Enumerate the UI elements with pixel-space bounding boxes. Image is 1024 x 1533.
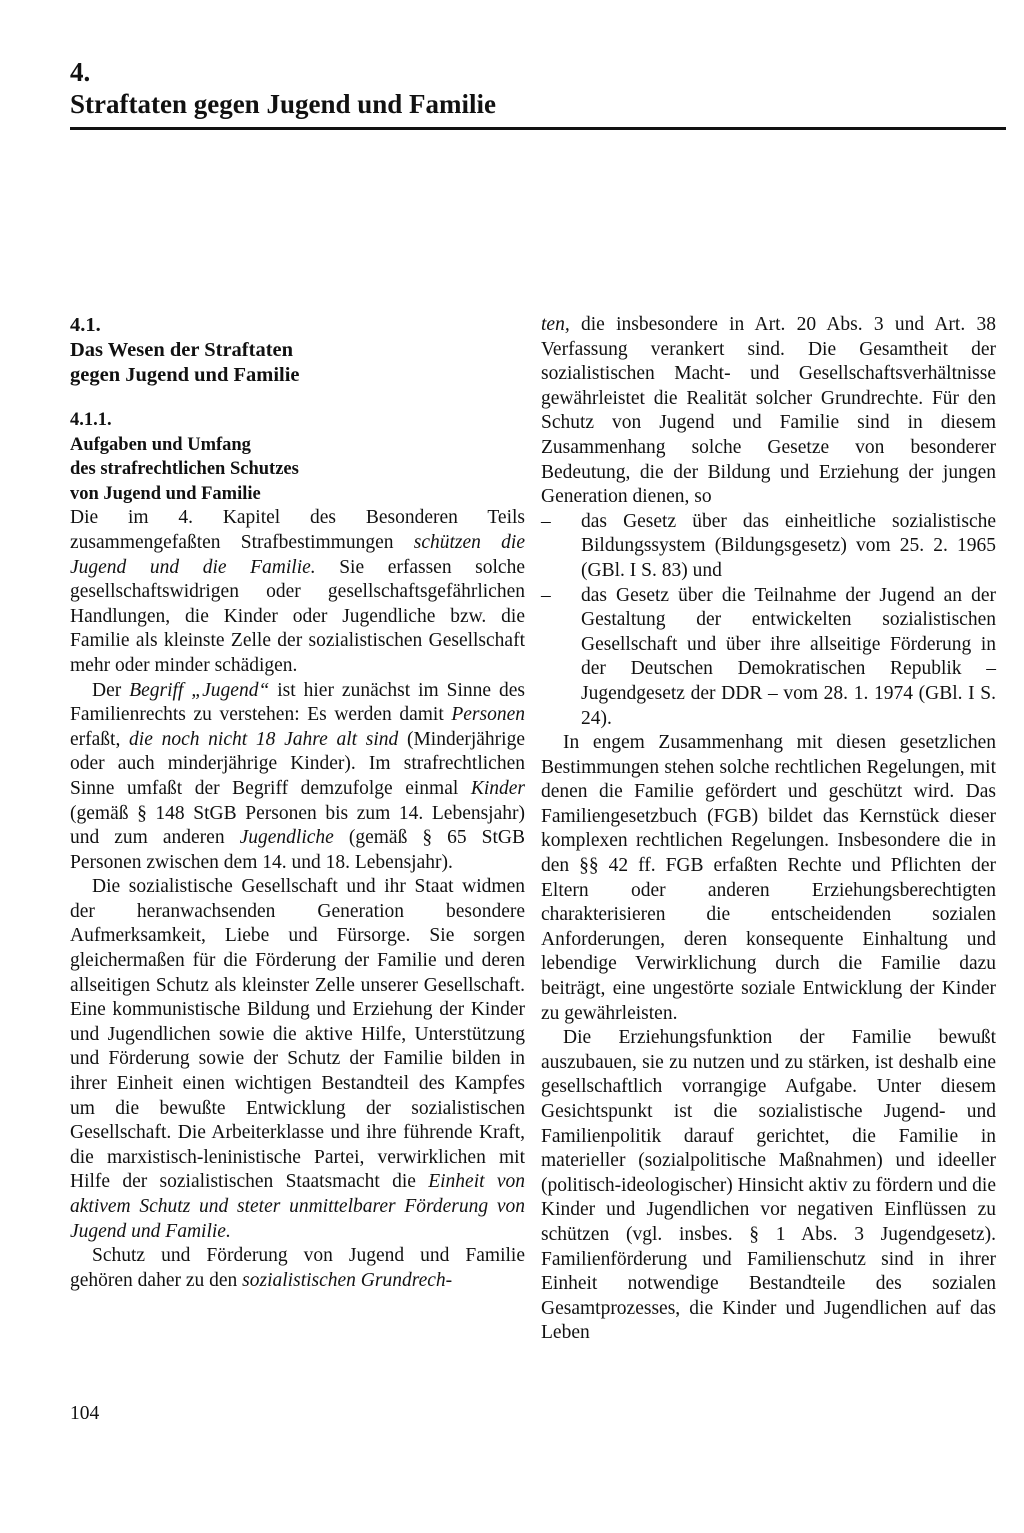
right-column bbox=[541, 313, 996, 1346]
list-item-text: das Gesetz über die Teilnahme der Jugend an der Gestaltung der entwickelten sozialistischen Gesellschaft und über ihre allseitige Förderung in der Deutschen Demokratischen Republik – Jugendgesetz der DDR – vom 28. 1. 1974 (GBl. I S. 24). bbox=[581, 584, 996, 729]
text: die insbesondere in Art. 20 Abs. 3 und Art. 38 Verfassung verankert sind. Die Gesamtheit der sozialistischen Macht- und Gesellschaftsverhältnisse gewährleistet die Realität solcher Grundrechte. Für den Schutz von Jugend und Familie sind in diesem Zusammenhang solche Gesetze von besonderer Bedeutung, die der Bildung und Erziehung der jungen Generation dienen, so bbox=[541, 314, 996, 508]
paragraph bbox=[70, 875, 525, 1244]
subsection-title-line-1: Aufgaben und Umfang bbox=[70, 434, 251, 455]
chapter-rule bbox=[70, 127, 1006, 130]
list-item bbox=[541, 584, 996, 732]
text: erfaßt, bbox=[70, 728, 130, 750]
paragraph bbox=[70, 506, 525, 678]
emphasis: Kinder bbox=[470, 777, 525, 799]
chapter-title: Straftaten gegen Jugend und Familie bbox=[70, 89, 497, 119]
page-number: 104 bbox=[70, 1403, 100, 1424]
chapter-heading bbox=[70, 56, 1010, 120]
text: Die im 4. Kapitel des Besonderen Teils zusammengefaßten Strafbestimmungen bbox=[70, 507, 525, 553]
paragraph: Die Erziehungsfunktion der Familie bewußt auszubauen, sie zu nutzen und zu stärken, ist deshalb eine gesellschaftlich vorrangige Aufgabe. Unter diesem Gesichtspunkt ist die sozialistische Jugend- und Familienpolitik darauf gerichtet, die Familie in materieller (sozialpolitische Maßnahmen) und ideeller (politisch-ideologischer) Hinsicht aktiv zu fördern und die Kinder und Jugendlichen vor negativen Einflüssen zu schützen (vgl. insbes. § 1 Abs. 3 Jugendgesetz). Familienförderung und Familienschutz sind in ihrer Einheit notwendige Bestandteile des sozialen Gesamtprozesses, die Kinder und Jugendlichen auf das Leben bbox=[541, 1027, 996, 1344]
subsection-number: 4.1.1. bbox=[70, 410, 112, 430]
text: Schutz und Förderung von Jugend und Familie gehören daher zu den bbox=[70, 1245, 525, 1291]
section-number: 4.1. bbox=[70, 314, 101, 336]
list-item bbox=[541, 510, 996, 584]
emphasis: die noch nicht 18 Jahre alt sind bbox=[129, 728, 399, 750]
paragraph: In engem Zusammenhang mit diesen gesetzlichen Bestimmungen stehen solche rechtlichen Regelungen, mit denen die Familie gefördert und geschützt wird. Das Familiengesetzbuch (FGB) bildet das Kernstück dieser komplexen rechtlichen Regelungen. Insbesondere die in den §§ 42 ff. FGB erfaßten Rechte und Pflichten der Eltern oder anderen Erziehungsberechtigten charakterisieren die entscheidenden sozialen Anforderungen, deren konsequente Einhaltung und lebendige Verwirklichung durch die Familie dazu beiträgt, eine ungestörte soziale Entwicklung der Kinder zu gewährleisten. bbox=[541, 732, 996, 1024]
section-title-line-2: gegen Jugend und Familie bbox=[70, 364, 300, 386]
paragraph bbox=[70, 679, 525, 876]
dash-bullet: – bbox=[541, 510, 551, 532]
text: ist hier zunächst im Sinne des Familienrechts zu verstehen: Es werden damit bbox=[70, 679, 525, 726]
text: Der bbox=[92, 679, 130, 701]
emphasis: schützen die Jugend und die Familie. bbox=[70, 531, 525, 578]
text: Sie erfassen solche gesellschaftswidrigen oder gesellschaftsgefährlichen Handlungen, die Kinder oder Jugendliche bzw. die Familie als kleinste Zelle der sozialistischen Gesellschaft mehr oder minder schädigen. bbox=[70, 556, 525, 676]
emphasis: Einheit von aktivem Schutz und steter unmittelbarer Förderung von Jugend und Familie. bbox=[70, 1171, 525, 1242]
section-title-line-1: Das Wesen der Straftaten bbox=[70, 339, 294, 361]
text: (gemäß § 148 StGB Personen bis zum 14. Lebensjahr) und zum anderen bbox=[70, 802, 525, 849]
emphasis: Jugendliche bbox=[239, 827, 334, 849]
text: (Minderjährige oder auch minderjährige Kinder). Im strafrechtlichen Sinne umfaßt der Begriff demzufolge einmal bbox=[70, 728, 525, 799]
emphasis: Personen bbox=[451, 704, 525, 726]
emphasis: Begriff „Jugend“ bbox=[129, 679, 270, 701]
text: Die sozialistische Gesellschaft und ihr Staat widmen der heranwachsenden Generation besondere Aufmerksamkeit, Liebe und Fürsorge. Sie sorgen gleichermaßen für die Förderung der Familie und deren allseitigen Schutz als kleinster Zelle unserer Gesellschaft. Eine kommunistische Bildung und Erziehung der Kinder und Jugendlichen sowie die aktive Hilfe, Unterstützung und Förderung sowie der Schutz der Familie bilden in ihrer Einheit einen wichtigen Bestandteil des Kampfes um die bewußte Entwicklung der sozialistischen Gesellschaft. Die Arbeiterklasse und ihre führende Kraft, die marxistisch-leninistische Partei, verwirklichen mit Hilfe der sozialistischen Staatsmacht die bbox=[70, 876, 525, 1193]
spacer bbox=[70, 388, 525, 408]
subsection-title-line-2: des strafrechtlichen Schutzes bbox=[70, 459, 299, 480]
text: (gemäß § 65 StGB Personen zwischen dem 14. und 18. Lebensjahr). bbox=[70, 827, 525, 873]
law-list bbox=[541, 510, 996, 731]
emphasis: sozialistischen Grundrech- bbox=[242, 1269, 453, 1291]
emphasis: ten, bbox=[541, 314, 570, 335]
left-column bbox=[70, 313, 525, 1293]
paragraph bbox=[541, 313, 996, 510]
subsection-title-line-3: von Jugend und Familie bbox=[70, 483, 261, 504]
dash-bullet: – bbox=[541, 584, 551, 606]
list-item-text: das Gesetz über das einheitliche sozialistische Bildungssystem (Bildungsgesetz) vom 25. 2. 1965 (GBl. I S. 83) und bbox=[581, 510, 996, 581]
paragraph bbox=[70, 1244, 525, 1293]
chapter-number: 4. bbox=[70, 57, 91, 87]
